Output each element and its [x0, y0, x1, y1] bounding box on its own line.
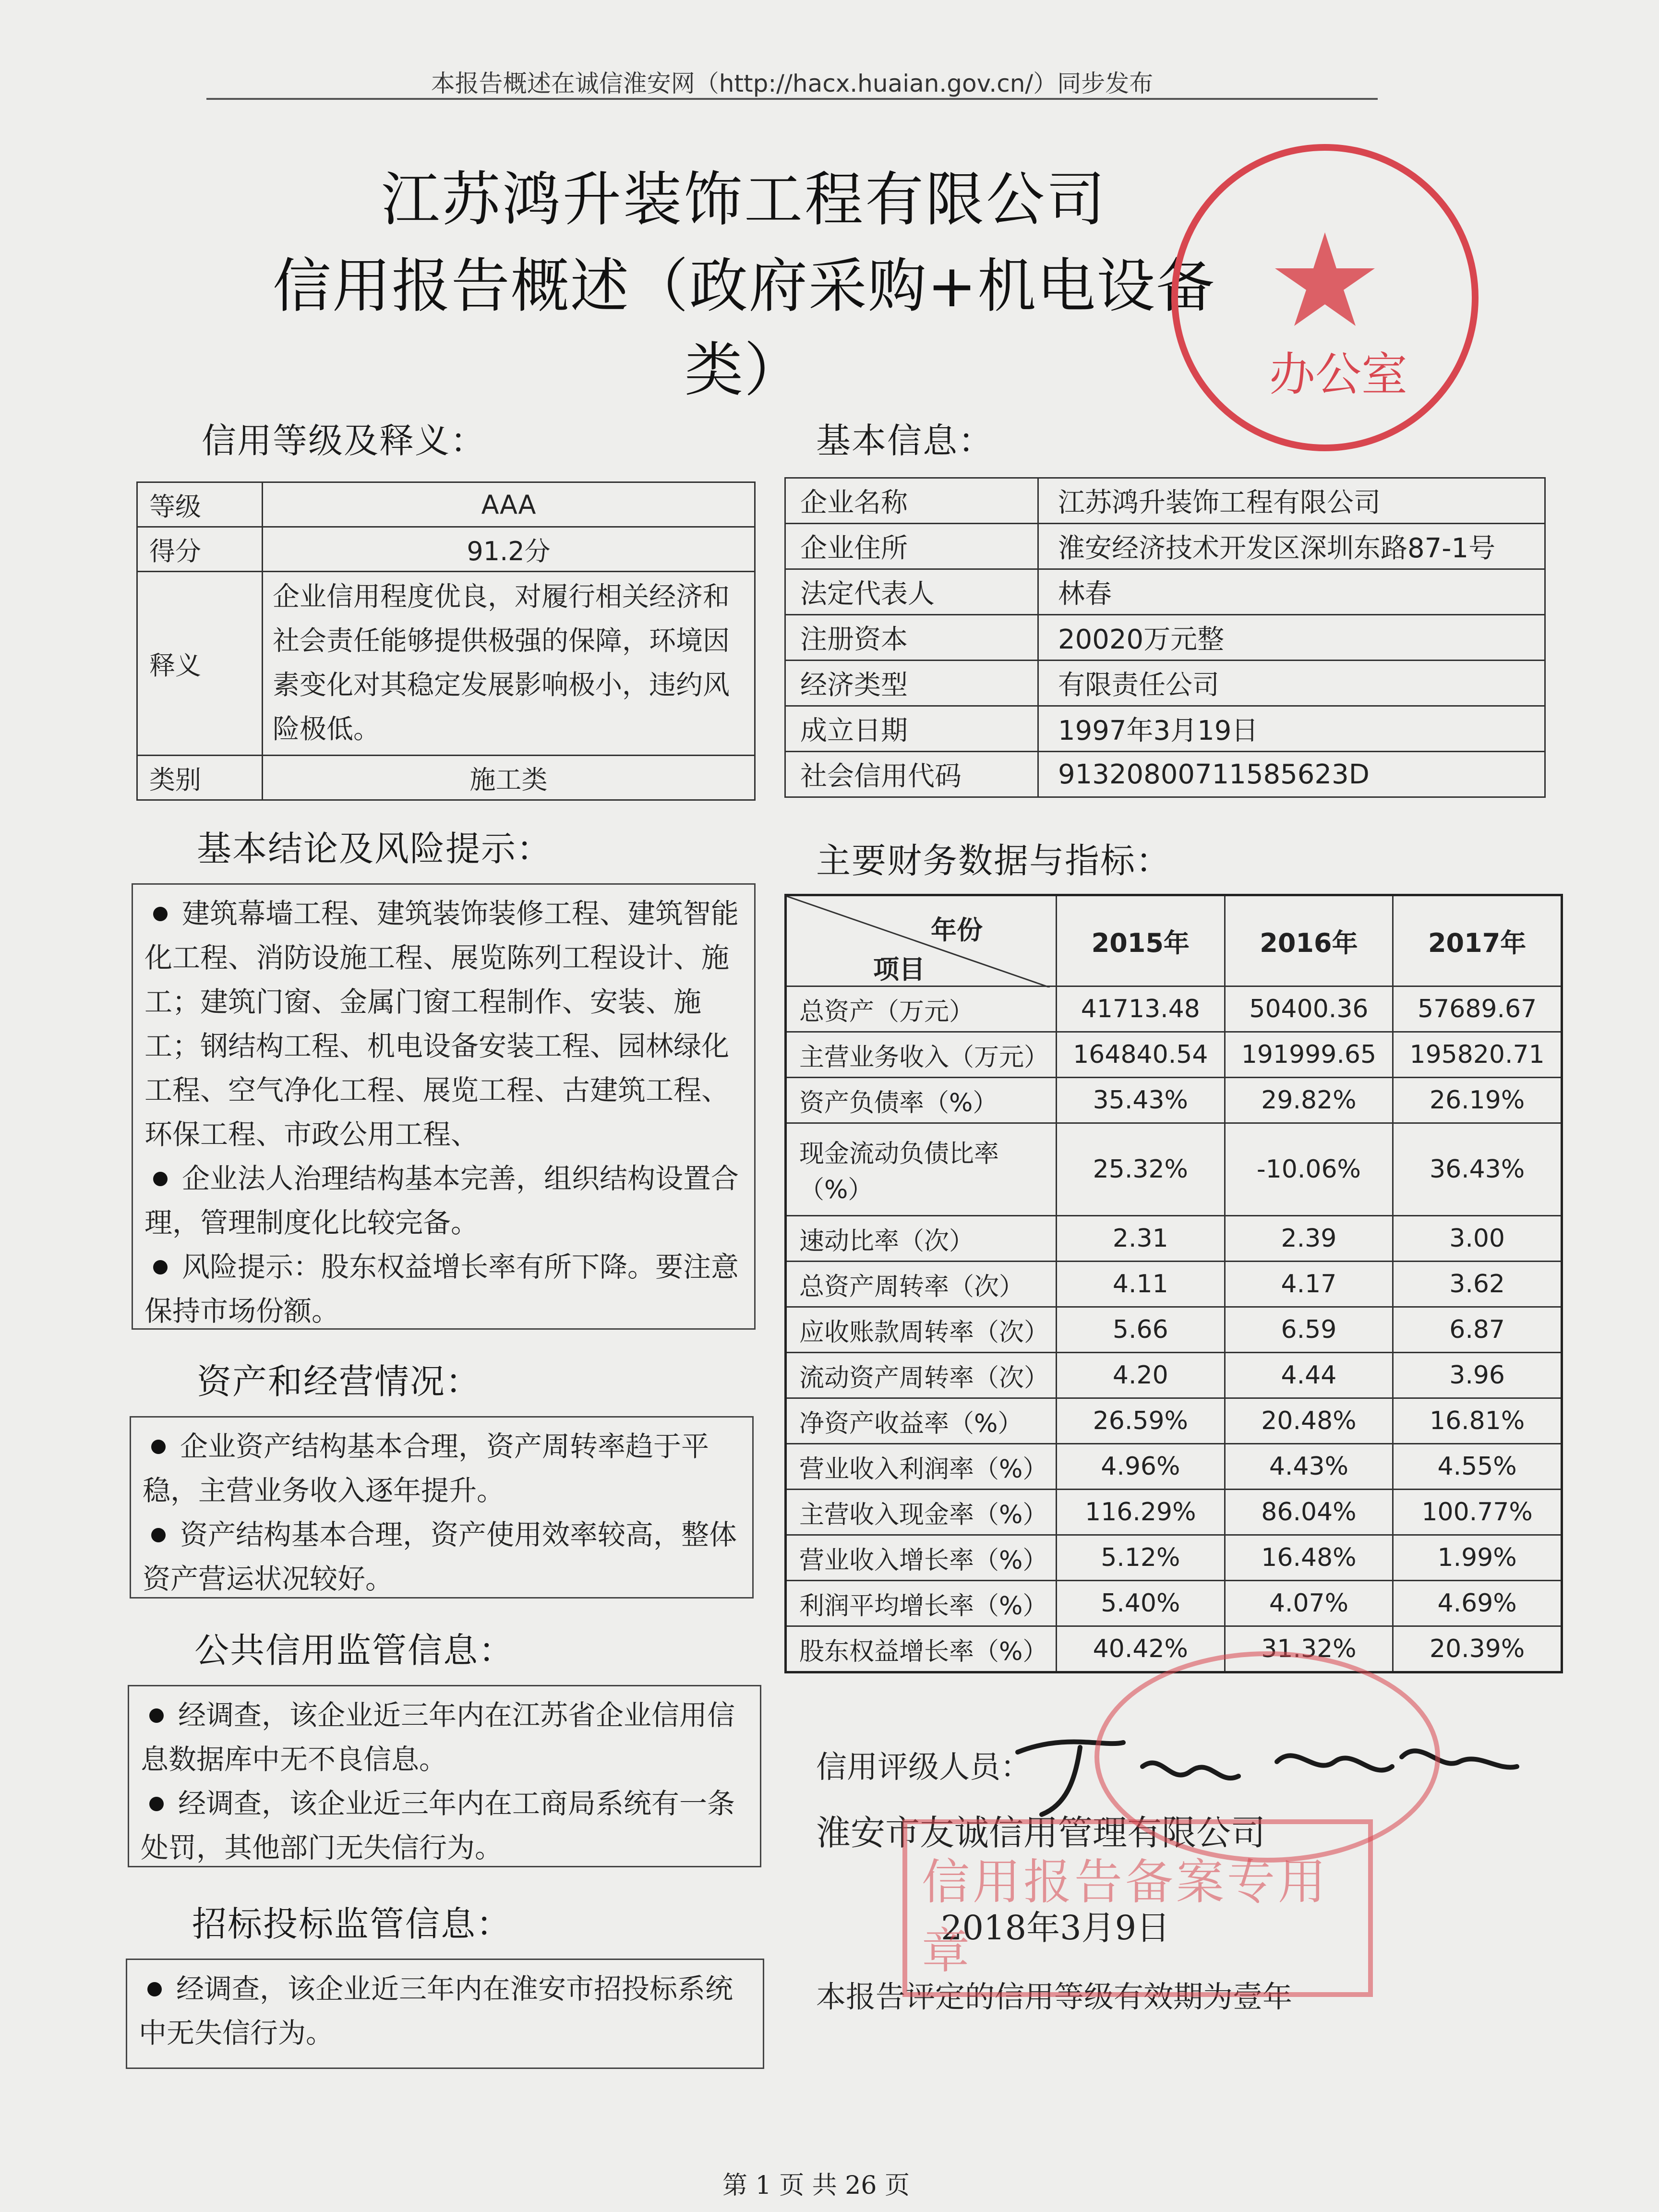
table-row [785, 706, 1545, 752]
score-label: 得分 [137, 527, 263, 572]
table-row [785, 569, 1545, 615]
metric-value: 35.43% [1057, 1078, 1225, 1123]
metric-value: 20.39% [1393, 1626, 1562, 1672]
bid-heading: 招标投标监管信息： [192, 1904, 512, 1944]
company-title: 江苏鸿升装饰工程有限公司 [381, 166, 1107, 234]
bullet-icon [147, 1982, 162, 1996]
list-item: 资产结构基本合理，资产使用效率较高，整体资产营运状况较好。 [143, 1518, 737, 1595]
sync-note: 本报告概述在诚信淮安网（http://hacx.huaian.gov.cn/）同步发布 [431, 70, 1154, 97]
table-row [786, 1123, 1562, 1216]
metric-value: 6.59 [1225, 1307, 1393, 1353]
metric-value: 116.29% [1057, 1490, 1225, 1535]
basic-info-table [784, 477, 1546, 798]
table-row [786, 1535, 1562, 1581]
metric-value: 195820.71 [1393, 1032, 1562, 1078]
grade-value: AAA [263, 482, 755, 527]
list-item: 企业法人治理结构基本完善，组织结构设置合理，管理制度化比较完备。 [144, 1162, 739, 1239]
grade-label: 等级 [137, 482, 263, 527]
validity-note: 本报告评定的信用等级有效期为壹年 [816, 1979, 1293, 2014]
metric-value: 16.48% [1225, 1535, 1393, 1581]
metric-label: 资产负债率（%） [786, 1078, 1057, 1123]
field-label: 经济类型 [785, 661, 1038, 706]
bullet-icon [153, 1172, 168, 1186]
finance-table [784, 894, 1563, 1673]
filing-stamp-text: 信用报告备案专用章 [922, 1854, 1329, 1979]
table-row [785, 524, 1545, 569]
page-number: 第 1 页 共 26 页 [722, 2171, 910, 2200]
metric-value: 4.07% [1225, 1581, 1393, 1626]
metric-value: 57689.67 [1393, 986, 1562, 1032]
metric-value: 5.40% [1057, 1581, 1225, 1626]
metric-value: 4.96% [1057, 1444, 1225, 1490]
metric-value: 1.99% [1393, 1535, 1562, 1581]
bullet-icon [153, 907, 168, 921]
metric-value: 4.20 [1057, 1353, 1225, 1398]
metric-value: 191999.65 [1225, 1032, 1393, 1078]
field-value: 有限责任公司 [1038, 661, 1545, 706]
table-row [786, 1353, 1562, 1398]
score-value: 91.2分 [263, 527, 755, 572]
basic-heading: 基本信息： [816, 421, 994, 461]
list-item: 建筑幕墙工程、建筑装饰装修工程、建筑智能化工程、消防设施工程、展览陈列工程设计、施工；建筑门窗、金属门窗工程制作、安装、施工；钢结构工程、机电设备安装工程、园林绿化工程、空气净化工程、展览工程、古建筑工程、环保工程、市政公用工程、 [144, 897, 739, 1151]
metric-value: 4.55% [1393, 1444, 1562, 1490]
metric-value: 29.82% [1225, 1078, 1393, 1123]
field-value: 20020万元整 [1038, 615, 1545, 661]
corner-year: 年份 [931, 915, 983, 945]
metric-label: 流动资产周转率（次） [786, 1353, 1057, 1398]
field-label: 成立日期 [785, 706, 1038, 752]
metric-label: 主营业务收入（万元） [786, 1032, 1057, 1078]
metric-label: 营业收入利润率（%） [786, 1444, 1057, 1490]
table-row [785, 752, 1545, 797]
header-divider [206, 98, 1378, 100]
metric-value: 4.44 [1225, 1353, 1393, 1398]
table-row [786, 1262, 1562, 1307]
list-item: 经调查，该企业近三年内在淮安市招投标系统中无失信行为。 [139, 1972, 733, 2049]
table-row [786, 1216, 1562, 1262]
field-value: 1997年3月19日 [1038, 706, 1545, 752]
field-value: 91320800711585623D [1038, 752, 1545, 797]
metric-value: 5.66 [1057, 1307, 1225, 1353]
metric-value: 2.39 [1225, 1216, 1393, 1262]
table-row [786, 1307, 1562, 1353]
year-2016: 2016年 [1225, 895, 1393, 986]
conclusion-heading: 基本结论及风险提示： [197, 829, 553, 869]
grade-table [136, 481, 756, 801]
corner-item: 项目 [873, 954, 925, 985]
table-row [786, 1490, 1562, 1535]
bullet-icon [151, 1528, 166, 1542]
list-item: 经调查，该企业近三年内在工商局系统有一条处罚，其他部门无失信行为。 [141, 1787, 735, 1864]
metric-value: 4.69% [1393, 1581, 1562, 1626]
metric-value: 26.19% [1393, 1078, 1562, 1123]
bullet-icon [151, 1440, 166, 1454]
metric-value: 4.11 [1057, 1262, 1225, 1307]
table-row [785, 661, 1545, 706]
corner-cell [786, 895, 1057, 986]
metric-value: 100.77% [1393, 1490, 1562, 1535]
table-row [137, 527, 755, 572]
metric-label: 主营收入现金率（%） [786, 1490, 1057, 1535]
stamp-text: 办公室 [1269, 348, 1407, 401]
table-row [785, 615, 1545, 661]
table-row [785, 478, 1545, 524]
metric-value: 20.48% [1225, 1398, 1393, 1444]
metric-value: 5.12% [1057, 1535, 1225, 1581]
metric-value: 4.17 [1225, 1262, 1393, 1307]
table-row [786, 1444, 1562, 1490]
table-row [786, 1078, 1562, 1123]
list-item: 风险提示：股东权益增长率有所下降。要注意保持市场份额。 [144, 1250, 739, 1327]
metric-value: 3.96 [1393, 1353, 1562, 1398]
metric-value: 26.59% [1057, 1398, 1225, 1444]
list-item: 企业资产结构基本合理，资产周转率趋于平稳，主营业务收入逐年提升。 [143, 1430, 709, 1507]
metric-value: 40.42% [1057, 1626, 1225, 1672]
field-value: 林春 [1038, 569, 1545, 615]
meaning-value: 企业信用程度优良，对履行相关经济和社会责任能够提供极强的保障，环境因素变化对其稳定发展影响极小，违约风险极低。 [263, 572, 755, 756]
office-stamp [1171, 144, 1479, 451]
grade-heading: 信用等级及释义： [202, 421, 486, 461]
field-label: 企业名称 [785, 478, 1038, 524]
assets-box [130, 1416, 754, 1599]
finance-heading: 主要财务数据与指标： [816, 841, 1172, 881]
public-box [128, 1685, 761, 1867]
metric-label: 股东权益增长率（%） [786, 1626, 1057, 1672]
metric-label: 营业收入增长率（%） [786, 1535, 1057, 1581]
metric-label: 总资产周转率（次） [786, 1262, 1057, 1307]
category-label: 类别 [137, 756, 263, 800]
metric-label: 利润平均增长率（%） [786, 1581, 1057, 1626]
year-2017: 2017年 [1393, 895, 1562, 986]
year-2015: 2015年 [1057, 895, 1225, 986]
assets-heading: 资产和经营情况： [197, 1361, 481, 1402]
field-value: 淮安经济技术开发区深圳东路87-1号 [1038, 524, 1545, 569]
report-title: 信用报告概述（政府采购+机电设备类） [272, 252, 1216, 404]
table-row [137, 572, 755, 756]
category-value: 施工类 [263, 756, 755, 800]
metric-value: 3.62 [1393, 1262, 1562, 1307]
bullet-icon [149, 1708, 164, 1723]
table-row [786, 1032, 1562, 1078]
metric-value: 86.04% [1225, 1490, 1393, 1535]
field-label: 企业住所 [785, 524, 1038, 569]
field-label: 注册资本 [785, 615, 1038, 661]
table-row [786, 1626, 1562, 1672]
field-label: 社会信用代码 [785, 752, 1038, 797]
metric-label: 速动比率（次） [786, 1216, 1057, 1262]
table-row [786, 1398, 1562, 1444]
metric-value: 16.81% [1393, 1398, 1562, 1444]
table-row [786, 1581, 1562, 1626]
table-header-row [786, 895, 1562, 986]
metric-value: 3.00 [1393, 1216, 1562, 1262]
table-row [137, 482, 755, 527]
metric-value: 25.32% [1057, 1123, 1225, 1216]
metric-label: 净资产收益率（%） [786, 1398, 1057, 1444]
field-label: 法定代表人 [785, 569, 1038, 615]
metric-label: 现金流动负债比率（%） [786, 1123, 1057, 1216]
rating-company: 淮安市友诚信用管理有限公司 [816, 1813, 1266, 1853]
metric-value: -10.06% [1225, 1123, 1393, 1216]
rater-label: 信用评级人员： [816, 1750, 1031, 1785]
metric-value: 36.43% [1393, 1123, 1562, 1216]
meaning-label: 释义 [137, 572, 263, 756]
report-date: 2018年3月9日 [941, 1908, 1170, 1948]
metric-value: 41713.48 [1057, 986, 1225, 1032]
bullet-icon [153, 1260, 168, 1274]
filing-stamp [902, 1819, 1373, 1997]
public-heading: 公共信用监管信息： [194, 1630, 515, 1671]
table-row [786, 986, 1562, 1032]
metric-label: 总资产（万元） [786, 986, 1057, 1032]
metric-value: 31.32% [1225, 1626, 1393, 1672]
metric-value: 6.87 [1393, 1307, 1562, 1353]
metric-value: 2.31 [1057, 1216, 1225, 1262]
bullet-icon [149, 1797, 164, 1811]
metric-value: 4.43% [1225, 1444, 1393, 1490]
metric-label: 应收账款周转率（次） [786, 1307, 1057, 1353]
list-item: 经调查，该企业近三年内在江苏省企业信用信息数据库中无不良信息。 [141, 1699, 735, 1776]
field-value: 江苏鸿升装饰工程有限公司 [1038, 478, 1545, 524]
conclusion-box [132, 883, 756, 1330]
metric-value: 50400.36 [1225, 986, 1393, 1032]
table-row [137, 756, 755, 800]
bid-box [126, 1959, 764, 2069]
metric-value: 164840.54 [1057, 1032, 1225, 1078]
